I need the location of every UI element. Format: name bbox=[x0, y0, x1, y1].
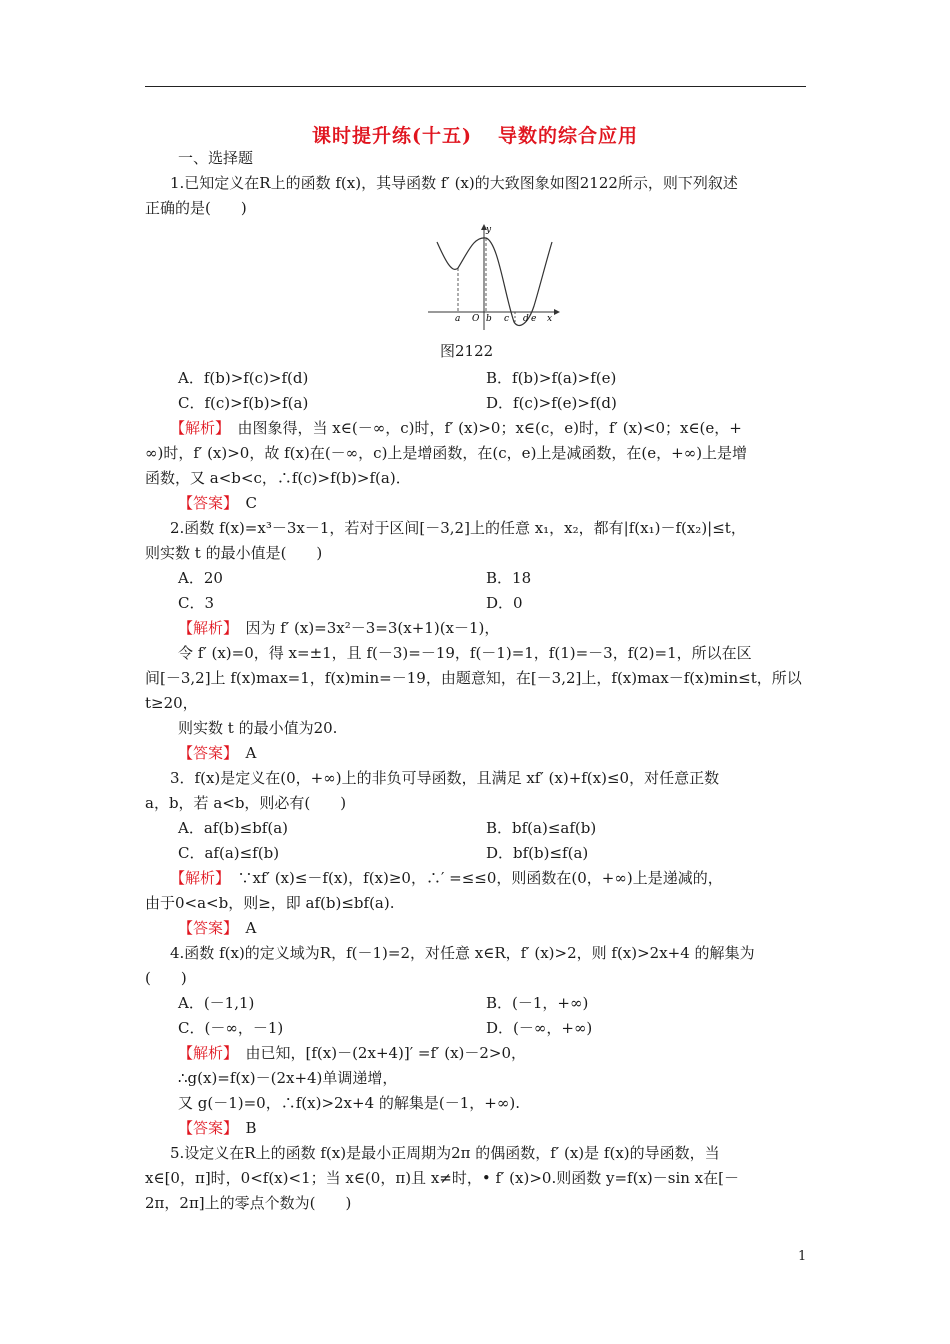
label-d: d bbox=[523, 314, 529, 324]
line-text: 由图象得，当 x∈(－∞，c)时，f′ (x)>0；x∈(c，e)时，f′ (x)<0；x∈(e，+ bbox=[222, 419, 742, 437]
text-line-q3-ans bbox=[178, 918, 256, 938]
line-text: 函数，又 a<b<c，∴f(c)>f(b)>f(a)． bbox=[145, 469, 411, 487]
line-text: B．f(b)>f(a)>f(e) bbox=[486, 369, 617, 387]
text-line-q1-ans bbox=[178, 493, 257, 513]
figure-caption: 图2122 bbox=[440, 342, 494, 360]
text-line-q2-ans bbox=[178, 743, 256, 763]
text-line-q3-stem-1 bbox=[170, 768, 719, 788]
line-text: 2π，2π]上的零点个数为( ) bbox=[145, 1194, 352, 1212]
line-text: 间[－3,2]上 f(x)max=1，f(x)min=－19，由题意知，在[－3,2]上，f(x)max－f(x)min≤t，所以 bbox=[145, 669, 802, 687]
line-text: 由于0<a<b，则≥，即 af(b)≤bf(a). bbox=[145, 894, 395, 912]
x-axis-arrow bbox=[554, 309, 560, 315]
line-text: ∞)时，f′ (x)>0，故 f(x)在(－∞，c)上是增函数，在(c，e)上是减函数，在(e，+∞)上是增 bbox=[145, 444, 748, 462]
text-line-q2-stem-2 bbox=[145, 543, 322, 563]
text-line-q2-opt-c bbox=[178, 593, 214, 613]
label-b: b bbox=[486, 314, 492, 324]
text-line-q4-exp-3 bbox=[178, 1093, 520, 1113]
line-text: A bbox=[230, 919, 257, 937]
label-e: e bbox=[531, 314, 537, 324]
text-line-q3-exp-2 bbox=[145, 893, 395, 913]
text-line-q1-exp-3 bbox=[145, 468, 411, 488]
line-text: B bbox=[230, 1119, 257, 1137]
title-right: 导数的综合应用 bbox=[497, 125, 638, 147]
text-line-q4-stem-2 bbox=[145, 968, 187, 988]
text-line-q4-opt-c bbox=[178, 1018, 283, 1038]
text-line-q2-opt-a bbox=[178, 568, 223, 588]
text-line-q4-exp-2 bbox=[178, 1068, 397, 1088]
text-line-q3-opt-d bbox=[486, 843, 588, 863]
label-x: x bbox=[547, 314, 553, 324]
text-line-q3-exp-1 bbox=[170, 868, 723, 888]
text-line-q2-exp-5 bbox=[178, 718, 337, 738]
text-line-q1-opt-a bbox=[178, 368, 308, 388]
text-line-q3-opt-a bbox=[178, 818, 288, 838]
text-line-q2-stem-1 bbox=[170, 518, 746, 538]
text-line-q4-opt-d bbox=[486, 1018, 592, 1038]
line-text: 4.函数 f(x)的定义域为R，f(－1)=2，对任意 x∈R，f′ (x)>2，则 f(x)>2x+4 的解集为 bbox=[170, 944, 755, 962]
line-text: C．3 bbox=[178, 594, 215, 612]
line-text: A．f(b)>f(c)>f(d) bbox=[178, 369, 309, 387]
text-line-q2-exp-3 bbox=[145, 668, 802, 688]
label-c: c bbox=[504, 314, 510, 324]
line-text: A．(－1,1) bbox=[178, 994, 255, 1012]
text-line-q2-opt-d bbox=[486, 593, 523, 613]
text-line-q4-ans bbox=[178, 1118, 257, 1138]
line-text: C．f(c)>f(b)>f(a) bbox=[178, 394, 309, 412]
text-line-q2-opt-b bbox=[486, 568, 531, 588]
line-text: C．af(a)≤f(b) bbox=[178, 844, 280, 862]
text-line-q5-stem-2 bbox=[145, 1168, 739, 1188]
title-left: 课时提升练(十五) bbox=[312, 125, 472, 147]
text-line-q1-opt-c bbox=[178, 393, 308, 413]
line-text: 则实数 t 的最小值为20. bbox=[178, 719, 338, 737]
line-text: D．0 bbox=[486, 594, 523, 612]
text-line-q4-opt-b bbox=[486, 993, 588, 1013]
text-line-q4-opt-a bbox=[178, 993, 254, 1013]
line-text: D．(－∞，+∞) bbox=[486, 1019, 593, 1037]
text-line-q3-stem-2 bbox=[145, 793, 346, 813]
text-line-q1-opt-b bbox=[486, 368, 616, 388]
text-line-q5-stem-3 bbox=[145, 1193, 351, 1213]
text-line-q1-opt-d bbox=[486, 393, 617, 413]
text-line-q1-stem-1 bbox=[170, 173, 738, 193]
page-title bbox=[0, 121, 950, 148]
line-text: 令 f′ (x)=0，得 x=±1，且 f(－3)=－19，f(－1)=1，f(1)=－3，f(2)=1，所以在区 bbox=[178, 644, 752, 662]
line-text: 又 g(－1)=0，∴f(x)>2x+4 的解集是(－1，+∞). bbox=[178, 1094, 520, 1112]
section-tag: 【解析】 bbox=[178, 1044, 231, 1062]
line-text: t≥20， bbox=[145, 694, 198, 712]
line-text: 由已知，[f(x)－(2x+4)]′ =f′ (x)－2>0， bbox=[230, 1044, 527, 1062]
line-text: ( ) bbox=[145, 969, 187, 987]
line-text: D．bf(b)≤f(a) bbox=[486, 844, 589, 862]
section-tag: 【解析】 bbox=[170, 869, 223, 887]
line-text: ∵xf′ (x)≤－f(x)，f(x)≥0，∴′ =≤≤0，则函数在(0，+∞)上是递减的， bbox=[222, 869, 723, 887]
text-line-q2-exp-4 bbox=[145, 693, 198, 713]
line-text: ∴g(x)=f(x)－(2x+4)单调递增， bbox=[178, 1069, 398, 1087]
section-tag: 【答案】 bbox=[178, 919, 231, 937]
text-line-q5-stem-1 bbox=[170, 1143, 720, 1163]
section-tag: 【答案】 bbox=[178, 744, 231, 762]
line-text: B．(－1，+∞) bbox=[486, 994, 589, 1012]
line-text: 2.函数 f(x)=x³－3x－1，若对于区间[－3,2]上的任意 x₁，x₂，都有|f(x₁)－f(x₂)|≤t， bbox=[170, 519, 746, 537]
text-line-q4-stem-1 bbox=[170, 943, 755, 963]
label-origin: O bbox=[472, 314, 480, 324]
line-text: C bbox=[230, 494, 257, 512]
line-text: 1.已知定义在R上的函数 f(x)，其导函数 f′ (x)的大致图象如图2122所示，则下列叙述 bbox=[170, 174, 738, 192]
text-line-q4-exp-1 bbox=[178, 1043, 526, 1063]
section-tag: 【解析】 bbox=[178, 619, 231, 637]
text-line-q1-exp-2 bbox=[145, 443, 747, 463]
line-text: 因为 f′ (x)=3x²－3=3(x+1)(x－1)， bbox=[230, 619, 500, 637]
page-number: 1 bbox=[798, 1249, 807, 1264]
line-text: C．(－∞，－1) bbox=[178, 1019, 284, 1037]
line-text: A bbox=[230, 744, 257, 762]
line-text: 5.设定义在R上的函数 f(x)是最小正周期为2π 的偶函数，f′ (x)是 f(x)的导函数，当 bbox=[170, 1144, 720, 1162]
line-text: a，b，若 a<b，则必有( ) bbox=[145, 794, 347, 812]
text-line-q3-opt-c bbox=[178, 843, 279, 863]
text-line-q3-opt-b bbox=[486, 818, 596, 838]
text-line-q2-exp-2 bbox=[178, 643, 752, 663]
text-line-q1-stem-2 bbox=[145, 198, 247, 218]
line-text: B．bf(a)≤af(b) bbox=[486, 819, 597, 837]
line-text: 则实数 t 的最小值是( ) bbox=[145, 544, 323, 562]
text-line-q2-exp-1 bbox=[178, 618, 499, 638]
derivative-graph-figure bbox=[420, 222, 560, 334]
line-text: 3．f(x)是定义在(0，+∞)上的非负可导函数，且满足 xf′ (x)+f(x)≤0，对任意正数 bbox=[170, 769, 720, 787]
text-line-q1-exp-1 bbox=[170, 418, 742, 438]
line-text: D．f(c)>f(e)>f(d) bbox=[486, 394, 617, 412]
line-text: B．18 bbox=[486, 569, 532, 587]
line-text: A．20 bbox=[178, 569, 223, 587]
line-text: x∈[0，π]时，0<f(x)<1；当 x∈(0，π)且 x≠时，• f′ (x)>0.则函数 y=f(x)－sin x在[－ bbox=[145, 1169, 739, 1187]
section-tag: 【答案】 bbox=[178, 1119, 231, 1137]
section-tag: 【解析】 bbox=[170, 419, 223, 437]
line-text: 正确的是( ) bbox=[145, 199, 247, 217]
section-tag: 【答案】 bbox=[178, 494, 231, 512]
label-y: y bbox=[486, 225, 492, 235]
header-rule bbox=[145, 86, 806, 87]
label-a: a bbox=[455, 314, 461, 324]
section-heading: 一、选择题 bbox=[178, 149, 254, 167]
line-text: A．af(b)≤bf(a) bbox=[178, 819, 289, 837]
